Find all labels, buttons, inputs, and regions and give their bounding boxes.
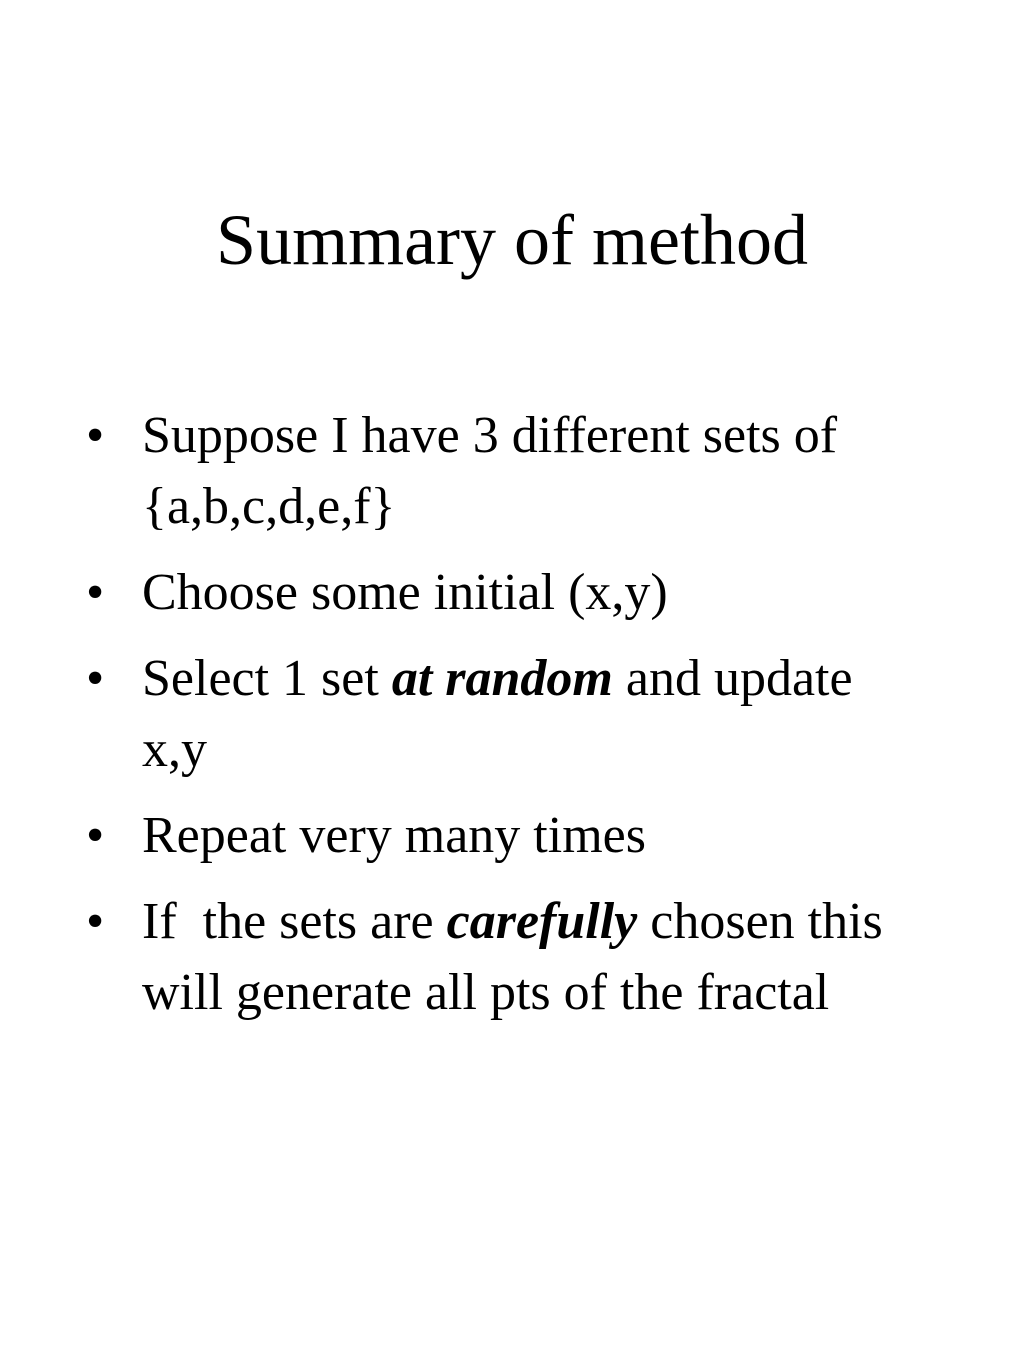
bullet-text: Repeat very many times bbox=[142, 807, 646, 864]
bullet-item bbox=[86, 886, 926, 1028]
bullet-text-before: If the sets are bbox=[142, 893, 447, 950]
bullet-text: Choose some initial (x,y) bbox=[142, 564, 668, 621]
bullet-item bbox=[86, 643, 926, 785]
bullet-item bbox=[86, 557, 926, 628]
bullet-icon: • bbox=[86, 407, 105, 464]
bullet-text-after: and update x,y bbox=[142, 650, 853, 778]
bullet-icon: • bbox=[86, 807, 105, 864]
bullet-text-after: chosen this will generate all pts of the fractal bbox=[142, 893, 883, 1021]
bullet-item bbox=[86, 800, 926, 871]
bullet-text: Suppose I have 3 different sets of {a,b,c,d,e,f} bbox=[142, 407, 838, 535]
bullet-list bbox=[86, 400, 926, 1043]
bullet-emphasis: carefully bbox=[446, 893, 638, 950]
bullet-icon: • bbox=[86, 650, 105, 707]
bullet-icon: • bbox=[86, 564, 105, 621]
bullet-item bbox=[86, 400, 926, 542]
slide-title: Summary of method bbox=[216, 200, 808, 280]
bullet-emphasis: at random bbox=[391, 650, 613, 707]
bullet-icon: • bbox=[86, 893, 105, 950]
bullet-text-before: Select 1 set bbox=[142, 650, 392, 707]
